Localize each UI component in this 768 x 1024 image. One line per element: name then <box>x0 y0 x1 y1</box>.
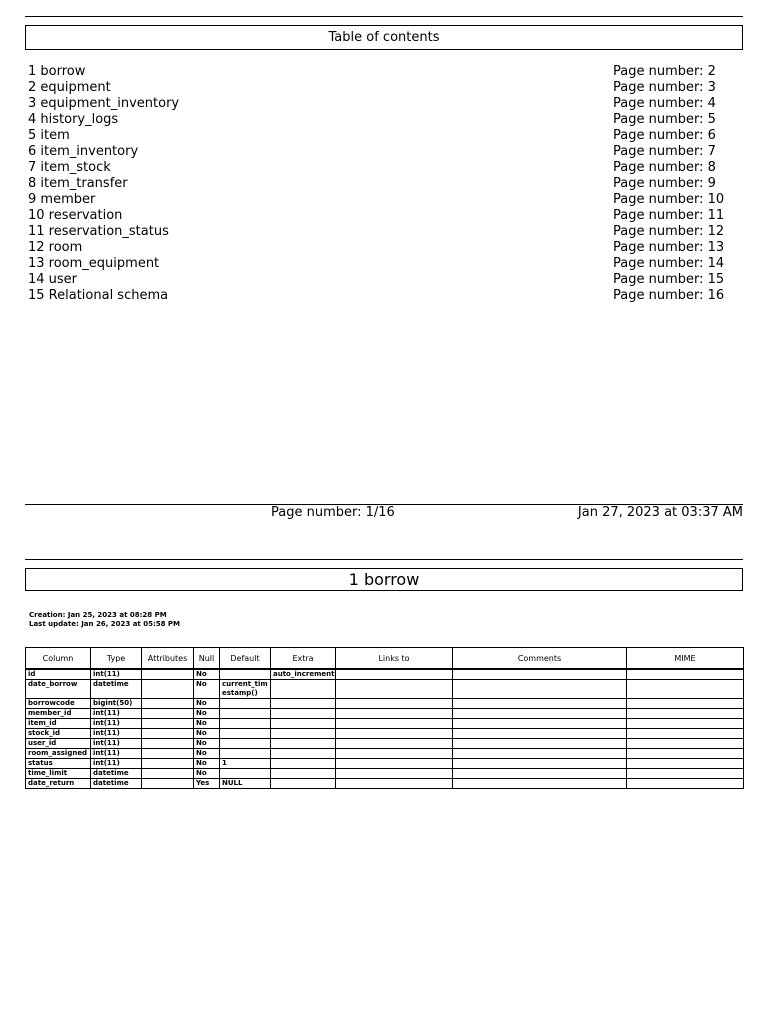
table-cell <box>271 739 336 749</box>
toc-entry-name: 2 equipment <box>28 80 111 95</box>
table-cell <box>453 769 627 779</box>
table-cell <box>142 759 194 769</box>
toc-entry-page: Page number: 14 <box>613 256 725 271</box>
table-cell: No <box>194 719 220 729</box>
table-cell: borrowcode <box>26 699 91 709</box>
toc-entry[interactable] <box>28 224 743 240</box>
table-cell <box>142 739 194 749</box>
toc-entry-page: Page number: 11 <box>613 208 725 223</box>
table-cell <box>627 749 744 759</box>
toc-entry-name: 1 borrow <box>28 64 86 79</box>
toc-entry[interactable] <box>28 96 743 112</box>
toc-entry-page: Page number: 12 <box>613 224 725 239</box>
table-cell <box>220 769 271 779</box>
table-cell <box>336 680 453 699</box>
toc-entry-name: 5 item <box>28 128 70 143</box>
toc-entry[interactable] <box>28 176 743 192</box>
table-cell <box>271 709 336 719</box>
toc-entry-page: Page number: 9 <box>613 176 716 191</box>
toc-list <box>28 64 743 304</box>
table-cell <box>336 769 453 779</box>
table-cell <box>453 669 627 680</box>
table-cell <box>453 729 627 739</box>
table-row <box>26 680 744 699</box>
table-cell <box>336 729 453 739</box>
toc-entry-name: 10 reservation <box>28 208 123 223</box>
table-cell <box>271 729 336 739</box>
table-cell <box>453 779 627 789</box>
table-row <box>26 699 744 709</box>
table-cell: NULL <box>220 779 271 789</box>
toc-entry-name: 8 item_transfer <box>28 176 128 191</box>
table-cell <box>220 739 271 749</box>
toc-entry-page: Page number: 2 <box>613 64 716 79</box>
table-cell: datetime <box>91 680 142 699</box>
toc-entry-page: Page number: 15 <box>613 272 725 287</box>
table-cell <box>271 749 336 759</box>
table-cell <box>336 759 453 769</box>
table-cell: stock_id <box>26 729 91 739</box>
table-cell <box>142 669 194 680</box>
table-row <box>26 739 744 749</box>
table-row <box>26 749 744 759</box>
table-row <box>26 759 744 769</box>
table-cell <box>142 769 194 779</box>
schema-table <box>25 647 744 789</box>
toc-entry-page: Page number: 4 <box>613 96 716 111</box>
table-row <box>26 729 744 739</box>
column-header: Extra <box>271 648 336 670</box>
table-cell <box>142 680 194 699</box>
toc-entry-name: 3 equipment_inventory <box>28 96 180 111</box>
table-cell: room_assigned <box>26 749 91 759</box>
table-cell <box>453 739 627 749</box>
table-cell <box>271 779 336 789</box>
table-cell: id <box>26 669 91 680</box>
toc-entry[interactable] <box>28 128 743 144</box>
table-cell: No <box>194 709 220 719</box>
table-cell <box>453 719 627 729</box>
table-cell <box>336 779 453 789</box>
table-cell: No <box>194 769 220 779</box>
column-header: MIME <box>627 648 744 670</box>
table-cell: datetime <box>91 769 142 779</box>
toc-entry-page: Page number: 16 <box>613 288 725 303</box>
table-cell <box>627 729 744 739</box>
toc-entry[interactable] <box>28 160 743 176</box>
table-cell: int(11) <box>91 739 142 749</box>
table-cell: No <box>194 669 220 680</box>
table-cell <box>142 729 194 739</box>
table-cell: item_id <box>26 719 91 729</box>
toc-entry[interactable] <box>28 272 743 288</box>
table-cell <box>142 779 194 789</box>
table-cell <box>142 709 194 719</box>
table-cell: user_id <box>26 739 91 749</box>
table-cell <box>142 699 194 709</box>
table-cell <box>627 739 744 749</box>
toc-title: Table of contents <box>25 25 743 50</box>
table-cell: No <box>194 729 220 739</box>
table-cell: No <box>194 699 220 709</box>
toc-entry-page: Page number: 6 <box>613 128 716 143</box>
toc-entry[interactable] <box>28 80 743 96</box>
table-cell <box>627 699 744 709</box>
table-cell: member_id <box>26 709 91 719</box>
table-cell: time_limit <box>26 769 91 779</box>
toc-entry[interactable] <box>28 144 743 160</box>
table-cell <box>220 749 271 759</box>
toc-entry-name: 9 member <box>28 192 96 207</box>
toc-entry[interactable] <box>28 208 743 224</box>
table-cell <box>627 769 744 779</box>
table-cell: bigint(50) <box>91 699 142 709</box>
table-cell <box>627 709 744 719</box>
table-cell <box>336 719 453 729</box>
top-rule <box>25 16 743 17</box>
toc-entry[interactable] <box>28 288 743 304</box>
toc-entry[interactable] <box>28 64 743 80</box>
table-cell <box>271 769 336 779</box>
table-cell: No <box>194 739 220 749</box>
table-cell: current_timestamp() <box>220 680 271 699</box>
table-row <box>26 719 744 729</box>
table-row <box>26 669 744 680</box>
table-cell <box>627 719 744 729</box>
table-cell: No <box>194 680 220 699</box>
table-cell <box>627 779 744 789</box>
toc-entry[interactable] <box>28 240 743 256</box>
table-cell: int(11) <box>91 719 142 729</box>
table-cell: auto_increment <box>271 669 336 680</box>
table-cell: No <box>194 759 220 769</box>
table-cell <box>453 749 627 759</box>
toc-entry-page: Page number: 8 <box>613 160 716 175</box>
table-cell: int(11) <box>91 759 142 769</box>
table-cell <box>627 669 744 680</box>
toc-entry[interactable] <box>28 256 743 272</box>
table-cell <box>220 709 271 719</box>
creation-date: Creation: Jan 25, 2023 at 08:28 PM <box>29 611 167 619</box>
table-cell: 1 <box>220 759 271 769</box>
column-header: Attributes <box>142 648 194 670</box>
section-title: 1 borrow <box>25 568 743 591</box>
table-cell: int(11) <box>91 749 142 759</box>
table-cell <box>142 749 194 759</box>
toc-entry[interactable] <box>28 112 743 128</box>
toc-entry-name: 15 Relational schema <box>28 288 169 303</box>
table-header-row <box>26 648 744 670</box>
table-cell: int(11) <box>91 729 142 739</box>
table-cell: status <box>26 759 91 769</box>
table-cell: int(11) <box>91 669 142 680</box>
table-cell <box>220 669 271 680</box>
table-cell <box>271 759 336 769</box>
toc-entry-page: Page number: 7 <box>613 144 716 159</box>
table-cell <box>336 669 453 680</box>
toc-entry-name: 7 item_stock <box>28 160 111 175</box>
toc-entry-page: Page number: 10 <box>613 192 725 207</box>
table-cell <box>142 719 194 729</box>
footer-date: Jan 27, 2023 at 03:37 AM <box>577 505 743 520</box>
table-row <box>26 779 744 789</box>
toc-entry-name: 6 item_inventory <box>28 144 139 159</box>
column-header: Default <box>220 648 271 670</box>
table-cell <box>336 699 453 709</box>
table-cell <box>271 680 336 699</box>
toc-entry-name: 14 user <box>28 272 78 287</box>
table-cell <box>336 739 453 749</box>
table-cell <box>453 709 627 719</box>
toc-entry-page: Page number: 3 <box>613 80 716 95</box>
column-header: Comments <box>453 648 627 670</box>
table-cell <box>336 709 453 719</box>
column-header: Links to <box>336 648 453 670</box>
table-cell <box>220 719 271 729</box>
table-cell: date_return <box>26 779 91 789</box>
column-header: Null <box>194 648 220 670</box>
toc-entry-name: 12 room <box>28 240 83 255</box>
column-header: Column <box>26 648 91 670</box>
table-cell: No <box>194 749 220 759</box>
toc-entry-name: 11 reservation_status <box>28 224 169 239</box>
footer-page-number: Page number: 1/16 <box>271 505 395 520</box>
table-cell <box>627 759 744 769</box>
toc-entry-name: 4 history_logs <box>28 112 119 127</box>
toc-entry[interactable] <box>28 192 743 208</box>
toc-entry-page: Page number: 13 <box>613 240 725 255</box>
table-cell <box>220 699 271 709</box>
table-row <box>26 769 744 779</box>
table-cell: date_borrow <box>26 680 91 699</box>
table-cell: datetime <box>91 779 142 789</box>
table-row <box>26 709 744 719</box>
table-cell <box>336 749 453 759</box>
table-cell: Yes <box>194 779 220 789</box>
table-cell <box>627 680 744 699</box>
page-divider-rule <box>25 559 743 560</box>
column-header: Type <box>91 648 142 670</box>
table-cell <box>453 699 627 709</box>
table-cell <box>271 699 336 709</box>
last-update-date: Last update: Jan 26, 2023 at 05:58 PM <box>29 620 181 628</box>
table-cell: int(11) <box>91 709 142 719</box>
toc-entry-page: Page number: 5 <box>613 112 716 127</box>
table-cell <box>453 680 627 699</box>
table-cell <box>220 729 271 739</box>
table-cell <box>271 719 336 729</box>
table-cell <box>453 759 627 769</box>
toc-entry-name: 13 room_equipment <box>28 256 160 271</box>
